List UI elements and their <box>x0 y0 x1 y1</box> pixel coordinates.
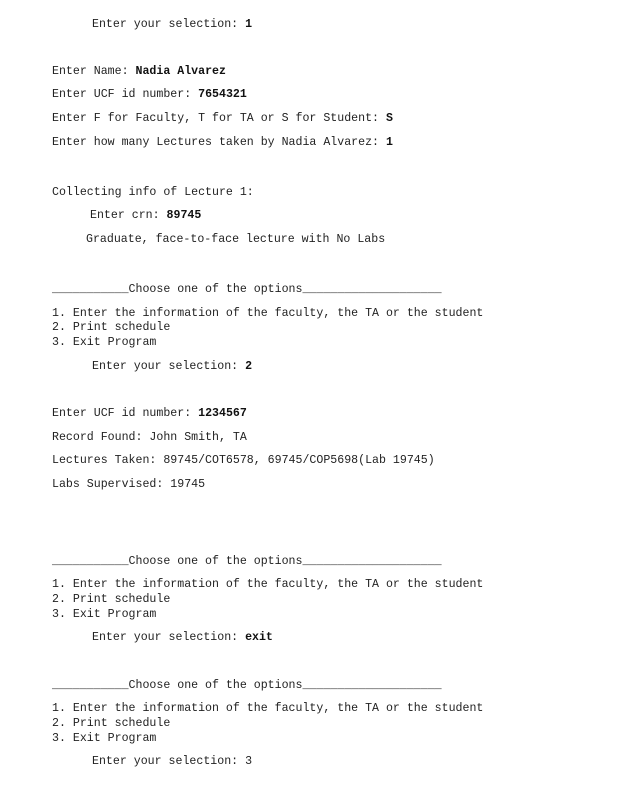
lectures-count-prompt <box>52 136 393 150</box>
menu-option-3: 3. Exit Program <box>52 608 157 621</box>
selection-prompt-2 <box>92 360 252 374</box>
name-prompt <box>52 65 226 79</box>
menu-option-1: 1. Enter the information of the faculty, the TA or the student <box>52 702 484 715</box>
menu-option-1: 1. Enter the information of the faculty, the TA or the student <box>52 307 484 320</box>
prompt-text: Enter how many Lectures taken by Nadia Alvarez: <box>52 136 386 149</box>
role-prompt <box>52 112 393 126</box>
prompt-text: Enter crn: <box>90 209 167 222</box>
menu-option-3: 3. Exit Program <box>52 732 157 745</box>
user-input: exit <box>245 631 273 644</box>
user-input: 89745 <box>166 209 202 222</box>
prompt-text: Enter UCF id number: <box>52 407 199 420</box>
crn-prompt <box>90 209 201 223</box>
menu-option-1: 1. Enter the information of the faculty, the TA or the student <box>52 578 484 591</box>
user-input: 7654321 <box>198 88 247 101</box>
lecture-description: Graduate, face-to-face lecture with No Labs <box>86 233 386 246</box>
selection-prompt-3 <box>92 631 273 645</box>
prompt-text: Enter your selection: <box>92 18 246 31</box>
menu-option-3: 3. Exit Program <box>52 336 157 349</box>
menu-header-3: ___________Choose one of the options____________________ <box>52 679 442 692</box>
user-input: 1 <box>245 18 253 31</box>
record-found-line: Record Found: John Smith, TA <box>52 431 247 444</box>
prompt-text: Enter F for Faculty, T for TA or S for Student: <box>52 112 386 125</box>
lectures-taken-line: Lectures Taken: 89745/COT6578, 69745/COP5698(Lab 19745) <box>52 454 435 467</box>
user-input: 1234567 <box>198 407 247 420</box>
selection-prompt-1 <box>92 18 252 32</box>
selection-prompt-4 <box>92 755 252 769</box>
menu-option-2: 2. Print schedule <box>52 321 171 334</box>
labs-supervised-line: Labs Supervised: 19745 <box>52 478 206 491</box>
menu-option-2: 2. Print schedule <box>52 717 171 730</box>
user-input: Nadia Alvarez <box>135 65 226 78</box>
menu-header-1: ___________Choose one of the options____________________ <box>52 283 442 296</box>
prompt-text: Enter your selection: <box>92 360 246 373</box>
prompt-text: Enter UCF id number: <box>52 88 199 101</box>
menu-option-2: 2. Print schedule <box>52 593 171 606</box>
ucf-id-prompt-2 <box>52 407 247 421</box>
user-input: 3 <box>245 755 253 768</box>
user-input: 2 <box>245 360 253 373</box>
prompt-text: Enter your selection: <box>92 631 246 644</box>
user-input: 1 <box>385 136 393 149</box>
prompt-text: Enter your selection: <box>92 755 246 768</box>
prompt-text: Enter Name: <box>52 65 136 78</box>
menu-header-2: ___________Choose one of the options____________________ <box>52 555 442 568</box>
user-input: S <box>385 112 393 125</box>
ucf-id-prompt <box>52 88 247 102</box>
collecting-info-line: Collecting info of Lecture 1: <box>52 186 254 199</box>
